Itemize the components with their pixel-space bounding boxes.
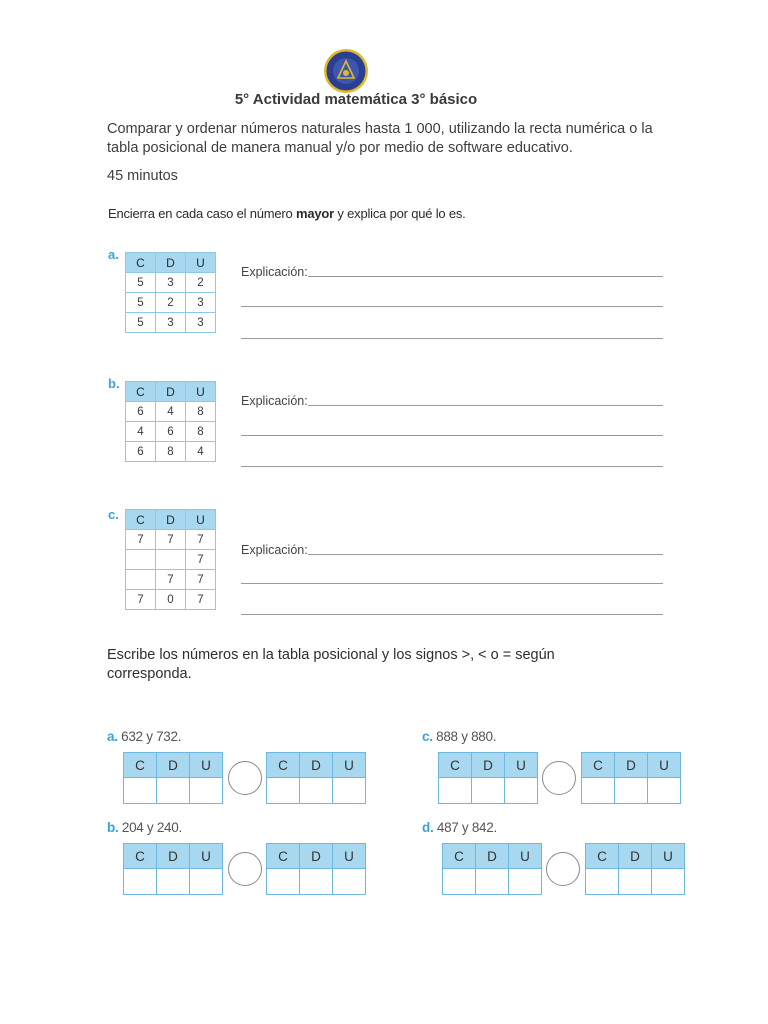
pair-label: b. 204 y 240. <box>107 820 182 835</box>
answer-cell[interactable] <box>267 778 300 804</box>
answer-line[interactable] <box>241 466 663 467</box>
answer-line[interactable] <box>241 338 663 339</box>
answer-cell[interactable] <box>652 869 685 895</box>
comparison-sign-circle[interactable] <box>228 761 262 795</box>
answer-cell[interactable] <box>505 778 538 804</box>
answer-line[interactable] <box>308 276 663 277</box>
number-cell[interactable]: 2 <box>156 293 186 313</box>
number-cell[interactable]: 7 <box>126 530 156 550</box>
number-cell[interactable]: 7 <box>126 590 156 610</box>
number-cell[interactable]: 8 <box>156 442 186 462</box>
comparison-sign-circle[interactable] <box>546 852 580 886</box>
answer-cell[interactable] <box>333 778 366 804</box>
comparison-sign-circle[interactable] <box>542 761 576 795</box>
answer-cell[interactable] <box>615 778 648 804</box>
number-cell[interactable]: 7 <box>186 570 216 590</box>
section2-instruction: Escribe los números en la tabla posicional y los signos >, < o = según corresponda. <box>107 647 555 682</box>
number-cell[interactable]: 3 <box>156 313 186 333</box>
number-cell[interactable]: 3 <box>156 273 186 293</box>
number-cell[interactable]: 4 <box>126 422 156 442</box>
answer-cell[interactable] <box>333 869 366 895</box>
answer-cell[interactable] <box>300 778 333 804</box>
explanation-label: Explicación: <box>241 543 308 557</box>
place-value-table: C D U <box>123 843 223 895</box>
pair-label: c. 888 y 880. <box>422 729 497 744</box>
answer-cell[interactable] <box>157 869 190 895</box>
number-cell[interactable] <box>126 550 156 570</box>
explanation-label: Explicación: <box>241 265 308 279</box>
place-value-table: C D U 7 7 7 7 7 7 7 0 7 <box>125 509 216 610</box>
comparison-sign-circle[interactable] <box>228 852 262 886</box>
answer-cell[interactable] <box>267 869 300 895</box>
number-cell[interactable]: 3 <box>186 293 216 313</box>
place-value-table: C D U <box>266 843 366 895</box>
number-cell[interactable]: 2 <box>186 273 216 293</box>
number-cell[interactable]: 7 <box>186 530 216 550</box>
answer-cell[interactable] <box>300 869 333 895</box>
answer-cell[interactable] <box>439 778 472 804</box>
duration: 45 minutos <box>107 168 178 184</box>
answer-cell[interactable] <box>586 869 619 895</box>
answer-line[interactable] <box>308 405 663 406</box>
answer-line[interactable] <box>241 306 663 307</box>
answer-cell[interactable] <box>124 869 157 895</box>
number-cell[interactable]: 7 <box>156 530 186 550</box>
pair-label: d. 487 y 842. <box>422 820 497 835</box>
answer-line[interactable] <box>241 614 663 615</box>
number-cell[interactable]: 0 <box>156 590 186 610</box>
school-logo <box>323 48 369 94</box>
number-cell[interactable]: 4 <box>186 442 216 462</box>
number-cell[interactable]: 7 <box>186 550 216 570</box>
number-cell[interactable]: 5 <box>126 313 156 333</box>
answer-cell[interactable] <box>443 869 476 895</box>
answer-cell[interactable] <box>472 778 505 804</box>
answer-cell[interactable] <box>190 869 223 895</box>
answer-cell[interactable] <box>124 778 157 804</box>
place-value-table: C D U <box>581 752 681 804</box>
pair-label: a. 632 y 732. <box>107 729 182 744</box>
number-cell[interactable]: 7 <box>156 570 186 590</box>
number-cell[interactable] <box>156 550 186 570</box>
explanation-label: Explicación: <box>241 394 308 408</box>
number-cell[interactable]: 6 <box>126 442 156 462</box>
number-cell[interactable]: 6 <box>156 422 186 442</box>
place-value-table: C D U <box>438 752 538 804</box>
answer-line[interactable] <box>308 554 663 555</box>
place-value-table: C D U 5 3 2 5 2 3 5 3 3 <box>125 252 216 333</box>
answer-cell[interactable] <box>619 869 652 895</box>
page-title: 5° Actividad matemática 3° básico <box>234 91 478 108</box>
number-cell[interactable]: 5 <box>126 273 156 293</box>
place-value-table: C D U <box>442 843 542 895</box>
number-cell[interactable]: 6 <box>126 402 156 422</box>
number-cell[interactable]: 8 <box>186 402 216 422</box>
place-value-table: C D U <box>123 752 223 804</box>
answer-line[interactable] <box>241 583 663 584</box>
answer-cell[interactable] <box>190 778 223 804</box>
exercise-letter: a. <box>108 247 119 262</box>
section1-instruction: Encierra en cada caso el número mayor y explica por qué lo es. <box>108 206 466 221</box>
answer-line[interactable] <box>241 435 663 436</box>
description: Comparar y ordenar números naturales hasta 1 000, utilizando la recta numérica o la tabla posicional de manera manual y/o por medio de software educativo. <box>107 121 653 156</box>
answer-cell[interactable] <box>582 778 615 804</box>
number-cell[interactable] <box>126 570 156 590</box>
answer-cell[interactable] <box>157 778 190 804</box>
number-cell[interactable]: 3 <box>186 313 216 333</box>
number-cell[interactable]: 8 <box>186 422 216 442</box>
answer-cell[interactable] <box>509 869 542 895</box>
place-value-table: C D U <box>266 752 366 804</box>
exercise-letter: c. <box>108 507 119 522</box>
place-value-table: C D U <box>585 843 685 895</box>
exercise-letter: b. <box>108 376 120 391</box>
answer-cell[interactable] <box>648 778 681 804</box>
number-cell[interactable]: 5 <box>126 293 156 313</box>
number-cell[interactable]: 4 <box>156 402 186 422</box>
place-value-table: C D U 6 4 8 4 6 8 6 8 4 <box>125 381 216 462</box>
number-cell[interactable]: 7 <box>186 590 216 610</box>
answer-cell[interactable] <box>476 869 509 895</box>
